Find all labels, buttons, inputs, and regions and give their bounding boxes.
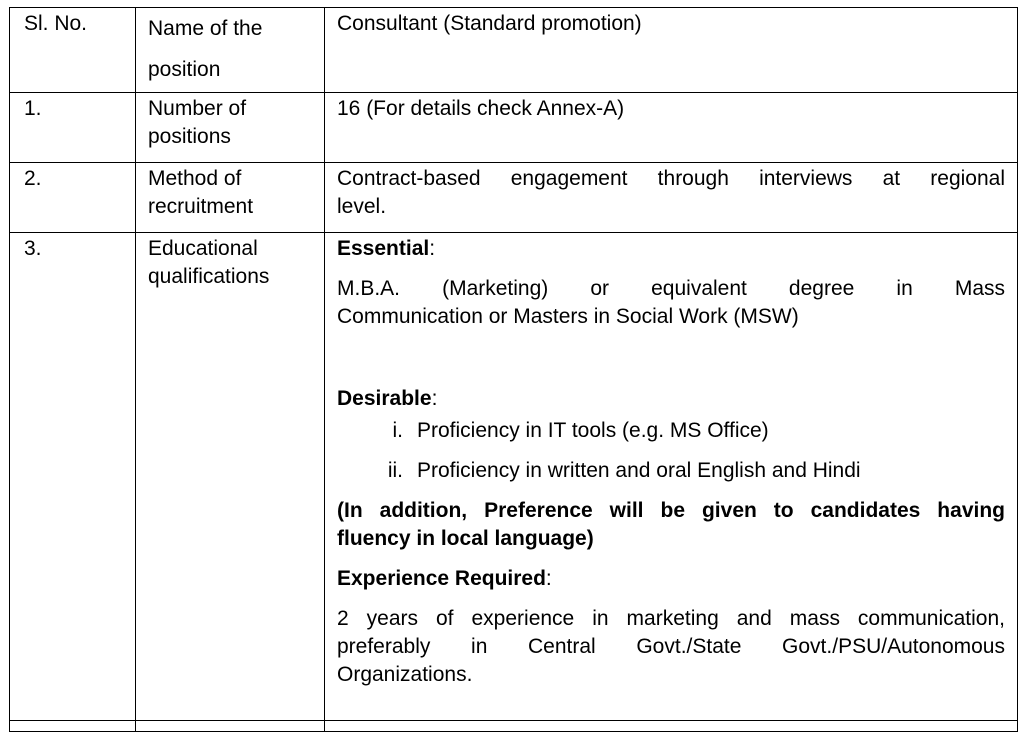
table-row: [10, 163, 1018, 233]
desirable-list: [337, 417, 1005, 485]
row-sl-cell: [10, 93, 136, 163]
header-desc-cell: [325, 8, 1018, 93]
essential-colon: :: [429, 237, 436, 260]
list-item-text: Proficiency in written and oral English and Hindi: [417, 459, 861, 482]
row-name-cell: [136, 163, 325, 233]
header-name-cell: [136, 8, 325, 93]
row-sl-text: 3.: [24, 237, 42, 260]
method-line-2: level.: [337, 195, 387, 218]
qualification-table: [9, 7, 1018, 732]
experience-line-2: preferably in Central Govt./State Govt./PSU/Autonomous: [337, 635, 1005, 658]
partial-cell: [325, 721, 1018, 732]
essential-heading: [337, 235, 1005, 263]
row-name-text: Number of positions: [148, 97, 247, 148]
row-name-text: Educational qualifications: [148, 237, 270, 288]
row-sl-cell: [10, 163, 136, 233]
row-sl-text: 1.: [24, 97, 42, 120]
row-sl-cell: [10, 233, 136, 721]
preference-line-2: fluency in local language): [337, 527, 594, 550]
list-item-text: Proficiency in IT tools (e.g. MS Office): [417, 419, 769, 442]
desirable-heading: [337, 385, 1005, 413]
experience-label: Experience Required: [337, 567, 546, 590]
partial-cell: [136, 721, 325, 732]
header-name-text: Name of the position: [148, 17, 263, 81]
preference-line-1: (In addition, Preference will be given to candidates having: [337, 499, 1005, 522]
list-item: [337, 417, 1005, 445]
method-line-1: Contract-based engagement through interviews at regional: [337, 167, 1005, 190]
header-sl-cell: [10, 8, 136, 93]
row-name-text: Method of recruitment: [148, 167, 254, 218]
essential-line-2: Communication or Masters in Social Work (MSW): [337, 305, 799, 328]
row-name-cell: [136, 93, 325, 163]
row-desc-cell: [325, 233, 1018, 721]
desirable-label: Desirable: [337, 387, 432, 410]
row-name-cell: [136, 233, 325, 721]
experience-colon: :: [545, 567, 552, 590]
partial-cell: [10, 721, 136, 732]
essential-label: Essential: [337, 237, 430, 260]
list-item-number: i.: [392, 419, 403, 442]
header-desc-text: Consultant (Standard promotion): [337, 12, 642, 35]
row-desc-text: 16 (For details check Annex-A): [337, 97, 625, 120]
table-header-row: [10, 8, 1018, 93]
table-row-partial: [10, 721, 1018, 732]
table-row: [10, 233, 1018, 721]
list-item: [337, 457, 1005, 485]
list-item-number: ii.: [387, 459, 403, 482]
experience-line-3: Organizations.: [337, 663, 473, 686]
experience-line-1: 2 years of experience in marketing and mass communication,: [337, 607, 1005, 630]
experience-heading: [337, 565, 1005, 593]
table-row: [10, 93, 1018, 163]
row-desc-cell: [325, 93, 1018, 163]
essential-line-1: M.B.A. (Marketing) or equivalent degree in Mass: [337, 277, 1005, 300]
header-sl-text: Sl. No.: [24, 12, 88, 35]
row-desc-cell: [325, 163, 1018, 233]
desirable-colon: :: [431, 387, 438, 410]
row-sl-text: 2.: [24, 167, 42, 190]
